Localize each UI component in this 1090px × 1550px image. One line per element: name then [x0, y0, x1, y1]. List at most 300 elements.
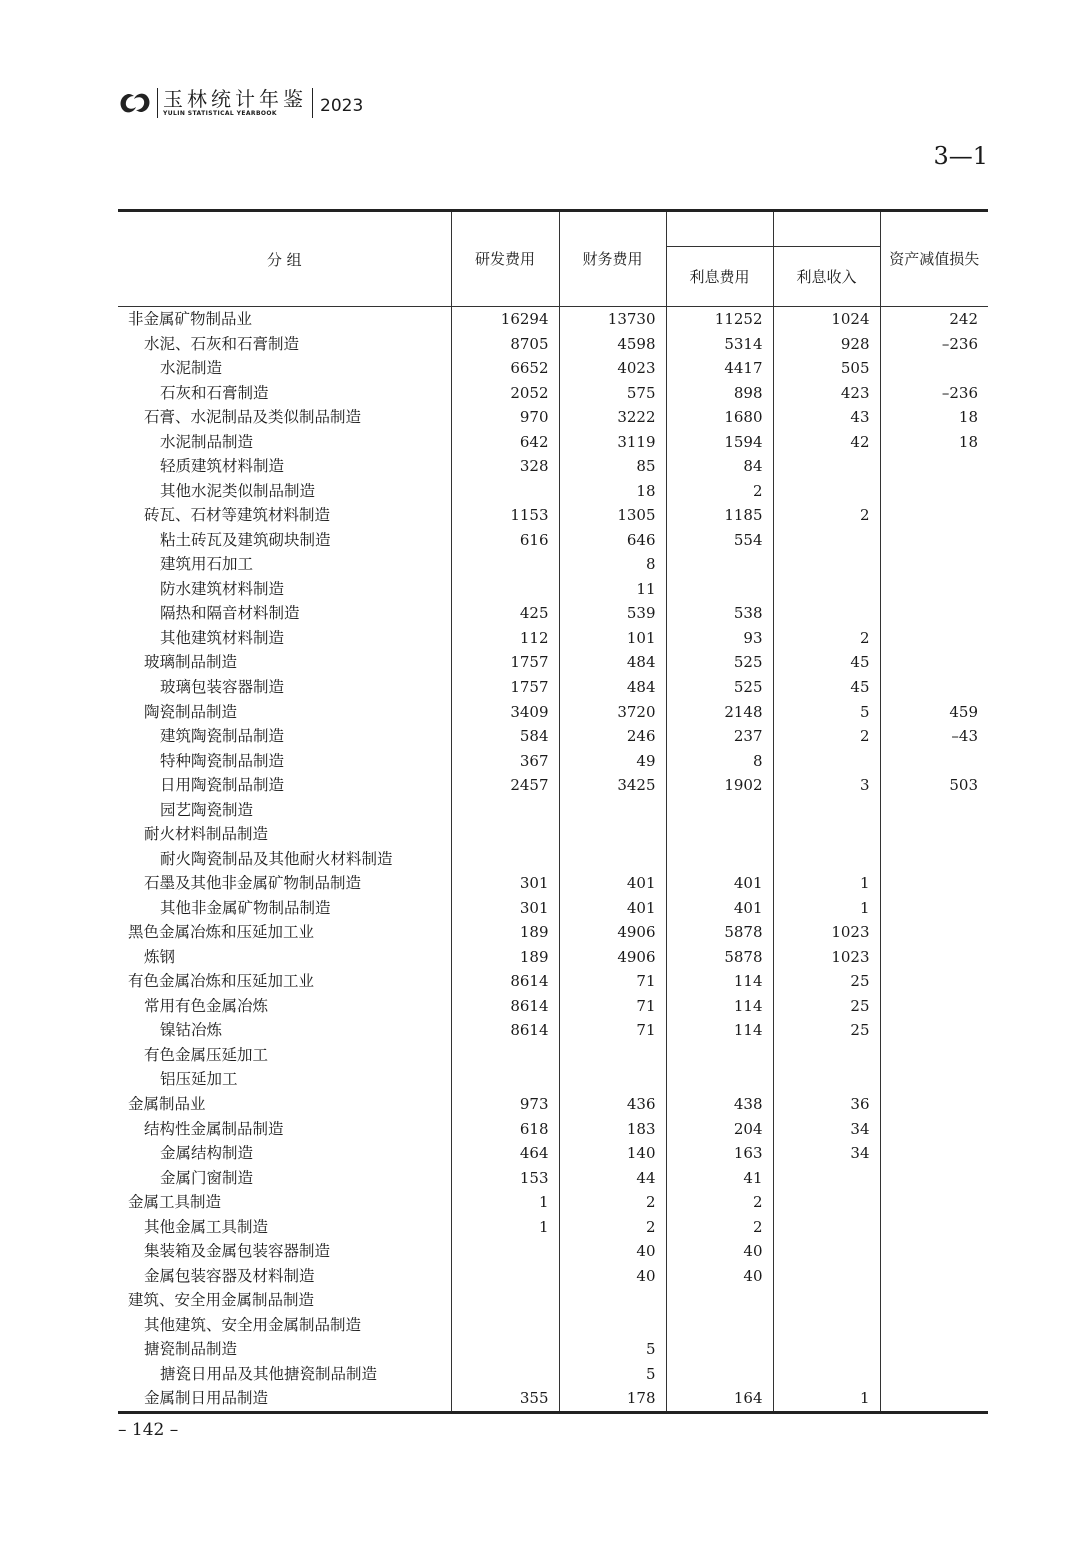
- cell-finance: 484: [559, 650, 666, 675]
- cell-interest-income: [773, 1166, 880, 1191]
- cell-interest-expense: 93: [666, 626, 773, 651]
- cell-rd: 153: [451, 1166, 559, 1191]
- row-label: 结构性金属制品制造: [144, 1119, 284, 1138]
- cell-finance: 4906: [559, 920, 666, 945]
- table-row: [118, 920, 988, 945]
- cell-interest-expense: 1185: [666, 503, 773, 528]
- cell-interest-expense: 525: [666, 650, 773, 675]
- cell-impairment: [880, 749, 988, 774]
- cell-interest-expense: 401: [666, 896, 773, 921]
- cell-impairment: 459: [880, 700, 988, 725]
- cell-impairment: [880, 994, 988, 1019]
- cell-impairment: [880, 1215, 988, 1240]
- cell-rd: 367: [451, 749, 559, 774]
- cell-interest-expense: 114: [666, 994, 773, 1019]
- cell-interest-expense: [666, 1362, 773, 1387]
- cell-finance: 40: [559, 1239, 666, 1264]
- cell-rd: 1757: [451, 675, 559, 700]
- table-row: [118, 528, 988, 553]
- cell-rd: 2052: [451, 381, 559, 406]
- cell-rd: 6652: [451, 356, 559, 381]
- header-divider: [312, 88, 313, 118]
- cell-rd: [451, 577, 559, 602]
- row-label: 金属制品业: [128, 1095, 206, 1113]
- row-label: 砖瓦、石材等建筑材料制造: [144, 506, 331, 525]
- table-row: [118, 1067, 988, 1092]
- table-row: [118, 503, 988, 528]
- cell-interest-expense: 898: [666, 381, 773, 406]
- row-label: 隔热和隔音材料制造: [160, 604, 300, 623]
- cell-rd: 8614: [451, 969, 559, 994]
- yearbook-title-cn: 玉林统计年鉴: [163, 87, 307, 111]
- data-table: [118, 209, 988, 1414]
- cell-impairment: [880, 577, 988, 602]
- cell-interest-income: [773, 749, 880, 774]
- table-row: [118, 1239, 988, 1264]
- row-label: 石墨及其他非金属矿物制品制造: [144, 874, 362, 893]
- cell-interest-income: 1: [773, 871, 880, 896]
- cell-finance: 11: [559, 577, 666, 602]
- cell-impairment: [880, 847, 988, 872]
- row-label: 搪瓷制品制造: [144, 1340, 238, 1359]
- cell-finance: 13730: [559, 307, 666, 332]
- row-label: 其他金属工具制造: [144, 1217, 269, 1236]
- table-row: [118, 332, 988, 357]
- header-impairment: 资产减值损失: [880, 211, 988, 307]
- table-row: [118, 1166, 988, 1191]
- cell-finance: 183: [559, 1117, 666, 1142]
- cell-rd: 328: [451, 454, 559, 479]
- table-row: [118, 1264, 988, 1289]
- cell-rd: 616: [451, 528, 559, 553]
- cell-interest-expense: 538: [666, 601, 773, 626]
- yulin-logo-icon: [118, 88, 152, 118]
- cell-impairment: [880, 798, 988, 823]
- cell-impairment: [880, 1018, 988, 1043]
- cell-interest-expense: 2: [666, 479, 773, 504]
- cell-interest-income: [773, 601, 880, 626]
- cell-impairment: –236: [880, 381, 988, 406]
- cell-rd: 642: [451, 430, 559, 455]
- table-row: [118, 1386, 988, 1412]
- cell-impairment: [880, 650, 988, 675]
- table-row: [118, 601, 988, 626]
- data-table-container: [118, 209, 988, 1414]
- cell-interest-expense: 2: [666, 1190, 773, 1215]
- row-label: 石灰和石膏制造: [160, 383, 269, 402]
- cell-interest-expense: [666, 1043, 773, 1068]
- cell-impairment: 18: [880, 405, 988, 430]
- cell-interest-expense: 114: [666, 1018, 773, 1043]
- table-row: [118, 356, 988, 381]
- row-label: 黑色金属冶炼和压延加工业: [128, 923, 315, 942]
- cell-rd: 970: [451, 405, 559, 430]
- cell-finance: 646: [559, 528, 666, 553]
- row-label: 园艺陶瓷制造: [160, 800, 254, 819]
- cell-interest-income: 1023: [773, 945, 880, 970]
- cell-rd: 3409: [451, 700, 559, 725]
- cell-impairment: 18: [880, 430, 988, 455]
- row-label: 有色金属冶炼和压延加工业: [128, 972, 315, 991]
- cell-interest-expense: [666, 798, 773, 823]
- cell-impairment: [880, 528, 988, 553]
- cell-interest-expense: 525: [666, 675, 773, 700]
- cell-finance: 49: [559, 749, 666, 774]
- cell-interest-income: 34: [773, 1141, 880, 1166]
- table-row: [118, 871, 988, 896]
- cell-interest-income: 505: [773, 356, 880, 381]
- cell-interest-expense: 4417: [666, 356, 773, 381]
- cell-finance: 3425: [559, 773, 666, 798]
- table-row: [118, 847, 988, 872]
- cell-finance: 178: [559, 1386, 666, 1412]
- cell-finance: 40: [559, 1264, 666, 1289]
- cell-impairment: [880, 1239, 988, 1264]
- table-row: [118, 896, 988, 921]
- cell-finance: [559, 1288, 666, 1313]
- header-interest-income: 利息收入: [773, 247, 880, 307]
- row-label: 特种陶瓷制品制造: [160, 751, 285, 770]
- cell-interest-income: [773, 1288, 880, 1313]
- page-number: – 142 –: [118, 1420, 179, 1440]
- cell-interest-income: [773, 1362, 880, 1387]
- row-label: 建筑陶瓷制品制造: [160, 727, 285, 746]
- cell-interest-income: 1023: [773, 920, 880, 945]
- cell-interest-income: [773, 1239, 880, 1264]
- cell-finance: 5: [559, 1362, 666, 1387]
- cell-finance: 101: [559, 626, 666, 651]
- cell-interest-income: 2: [773, 626, 880, 651]
- row-label: 水泥制造: [160, 359, 223, 378]
- row-label: 水泥、石灰和石膏制造: [144, 334, 300, 353]
- table-row: [118, 1362, 988, 1387]
- cell-rd: [451, 1362, 559, 1387]
- row-label: 其他建筑材料制造: [160, 628, 285, 647]
- cell-impairment: [880, 1337, 988, 1362]
- cell-rd: [451, 1043, 559, 1068]
- cell-rd: [451, 479, 559, 504]
- cell-interest-expense: 5878: [666, 920, 773, 945]
- table-row: [118, 994, 988, 1019]
- row-label: 金属工具制造: [128, 1193, 222, 1212]
- cell-finance: 539: [559, 601, 666, 626]
- row-label: 镍钴冶炼: [160, 1021, 223, 1040]
- row-label: 其他非金属矿物制品制造: [160, 898, 331, 917]
- cell-interest-income: 43: [773, 405, 880, 430]
- cell-rd: 425: [451, 601, 559, 626]
- cell-interest-income: 5: [773, 700, 880, 725]
- cell-finance: [559, 847, 666, 872]
- cell-impairment: [880, 1264, 988, 1289]
- header-group: 分 组: [118, 211, 451, 307]
- table-row: [118, 1313, 988, 1338]
- table-row: [118, 1337, 988, 1362]
- cell-finance: 140: [559, 1141, 666, 1166]
- cell-interest-expense: 164: [666, 1386, 773, 1412]
- header-rd: 研发费用: [451, 211, 559, 307]
- cell-interest-income: 36: [773, 1092, 880, 1117]
- cell-rd: [451, 1264, 559, 1289]
- table-row: [118, 381, 988, 406]
- cell-rd: 464: [451, 1141, 559, 1166]
- row-label: 陶瓷制品制造: [144, 702, 238, 721]
- cell-impairment: [880, 479, 988, 504]
- cell-interest-income: 25: [773, 1018, 880, 1043]
- row-label: 玻璃制品制造: [144, 653, 238, 672]
- table-row: [118, 773, 988, 798]
- header-finance: 财务费用: [559, 211, 666, 307]
- cell-finance: 401: [559, 871, 666, 896]
- cell-finance: [559, 822, 666, 847]
- cell-impairment: –43: [880, 724, 988, 749]
- table-row: [118, 430, 988, 455]
- cell-interest-income: [773, 528, 880, 553]
- row-label: 防水建筑材料制造: [160, 579, 285, 598]
- cell-rd: 584: [451, 724, 559, 749]
- cell-rd: [451, 798, 559, 823]
- cell-finance: 4023: [559, 356, 666, 381]
- row-label: 耐火材料制品制造: [144, 825, 269, 844]
- cell-interest-expense: 5314: [666, 332, 773, 357]
- cell-interest-expense: 1594: [666, 430, 773, 455]
- table-row: [118, 700, 988, 725]
- header-blank: [773, 211, 880, 247]
- table-row: [118, 577, 988, 602]
- cell-impairment: 503: [880, 773, 988, 798]
- cell-interest-expense: 163: [666, 1141, 773, 1166]
- row-label: 轻质建筑材料制造: [160, 457, 285, 476]
- cell-impairment: [880, 1190, 988, 1215]
- cell-finance: 484: [559, 675, 666, 700]
- cell-impairment: [880, 1117, 988, 1142]
- table-row: [118, 822, 988, 847]
- cell-finance: 85: [559, 454, 666, 479]
- table-row: [118, 454, 988, 479]
- cell-rd: [451, 1067, 559, 1092]
- table-row: [118, 405, 988, 430]
- cell-interest-expense: 2: [666, 1215, 773, 1240]
- row-label: 常用有色金属冶炼: [144, 996, 269, 1015]
- cell-interest-income: 45: [773, 675, 880, 700]
- row-label: 炼钢: [144, 947, 176, 966]
- cell-finance: [559, 1067, 666, 1092]
- cell-impairment: [880, 1386, 988, 1412]
- cell-finance: 71: [559, 1018, 666, 1043]
- cell-interest-expense: 114: [666, 969, 773, 994]
- cell-interest-income: [773, 1313, 880, 1338]
- row-label: 其他水泥类似制品制造: [160, 481, 316, 500]
- cell-impairment: 242: [880, 307, 988, 332]
- cell-interest-income: 928: [773, 332, 880, 357]
- cell-interest-income: 1: [773, 1386, 880, 1412]
- cell-interest-income: 3: [773, 773, 880, 798]
- table-row: [118, 1288, 988, 1313]
- table-row: [118, 1190, 988, 1215]
- header-blank: [666, 211, 773, 247]
- cell-rd: 301: [451, 896, 559, 921]
- table-row: [118, 945, 988, 970]
- table-body: [118, 307, 988, 1413]
- cell-interest-income: [773, 847, 880, 872]
- cell-rd: 112: [451, 626, 559, 651]
- cell-rd: 8614: [451, 994, 559, 1019]
- row-label: 日用陶瓷制品制造: [160, 776, 285, 795]
- cell-finance: 3222: [559, 405, 666, 430]
- cell-interest-income: [773, 1215, 880, 1240]
- cell-rd: 189: [451, 945, 559, 970]
- row-label: 非金属矿物制品业: [128, 310, 253, 328]
- cell-finance: 4598: [559, 332, 666, 357]
- cell-impairment: [880, 675, 988, 700]
- cell-impairment: [880, 1166, 988, 1191]
- table-row: [118, 1215, 988, 1240]
- cell-interest-expense: [666, 1067, 773, 1092]
- row-label: 建筑、安全用金属制品制造: [128, 1291, 315, 1310]
- cell-interest-expense: [666, 552, 773, 577]
- cell-finance: 401: [559, 896, 666, 921]
- row-label: 玻璃包装容器制造: [160, 677, 285, 696]
- cell-rd: 355: [451, 1386, 559, 1412]
- cell-interest-expense: 438: [666, 1092, 773, 1117]
- table-row: [118, 675, 988, 700]
- cell-impairment: [880, 822, 988, 847]
- cell-rd: [451, 1313, 559, 1338]
- cell-interest-expense: 5878: [666, 945, 773, 970]
- cell-interest-expense: 40: [666, 1264, 773, 1289]
- cell-interest-income: [773, 822, 880, 847]
- cell-rd: 8705: [451, 332, 559, 357]
- cell-impairment: [880, 356, 988, 381]
- cell-interest-income: 2: [773, 503, 880, 528]
- yearbook-title: [163, 88, 307, 118]
- cell-rd: 1: [451, 1215, 559, 1240]
- cell-finance: 71: [559, 969, 666, 994]
- cell-rd: [451, 822, 559, 847]
- row-label: 金属制日用品制造: [118, 1386, 451, 1412]
- cell-impairment: [880, 454, 988, 479]
- cell-impairment: [880, 1313, 988, 1338]
- table-row: [118, 307, 988, 332]
- row-label: 集装箱及金属包装容器制造: [144, 1242, 331, 1261]
- cell-rd: 8614: [451, 1018, 559, 1043]
- cell-interest-income: [773, 798, 880, 823]
- cell-interest-expense: [666, 1313, 773, 1338]
- row-label: 有色金属压延加工: [144, 1045, 269, 1064]
- cell-finance: 575: [559, 381, 666, 406]
- cell-interest-expense: 204: [666, 1117, 773, 1142]
- cell-impairment: [880, 871, 988, 896]
- cell-impairment: [880, 945, 988, 970]
- cell-finance: 8: [559, 552, 666, 577]
- table-row: [118, 1141, 988, 1166]
- cell-interest-expense: 11252: [666, 307, 773, 332]
- cell-interest-expense: 237: [666, 724, 773, 749]
- cell-interest-expense: [666, 1288, 773, 1313]
- header-interest-expense: 利息费用: [666, 247, 773, 307]
- cell-interest-income: [773, 1043, 880, 1068]
- cell-finance: 436: [559, 1092, 666, 1117]
- row-label: 金属结构制造: [160, 1144, 254, 1163]
- cell-rd: [451, 1239, 559, 1264]
- cell-interest-expense: 1680: [666, 405, 773, 430]
- cell-interest-expense: 554: [666, 528, 773, 553]
- cell-finance: 5: [559, 1337, 666, 1362]
- table-row: [118, 969, 988, 994]
- table-number: 3—1: [933, 142, 988, 170]
- cell-interest-income: 34: [773, 1117, 880, 1142]
- cell-interest-income: 423: [773, 381, 880, 406]
- cell-rd: [451, 1337, 559, 1362]
- row-label: 石膏、水泥制品及类似制品制造: [144, 408, 362, 427]
- cell-rd: 2457: [451, 773, 559, 798]
- cell-interest-income: 2: [773, 724, 880, 749]
- cell-impairment: [880, 601, 988, 626]
- cell-rd: 189: [451, 920, 559, 945]
- cell-interest-expense: 40: [666, 1239, 773, 1264]
- cell-interest-income: [773, 1337, 880, 1362]
- cell-finance: 2: [559, 1190, 666, 1215]
- page-header: [118, 86, 363, 120]
- cell-finance: 246: [559, 724, 666, 749]
- cell-interest-income: [773, 1067, 880, 1092]
- table-row: [118, 552, 988, 577]
- cell-interest-income: [773, 454, 880, 479]
- cell-finance: 2: [559, 1215, 666, 1240]
- cell-finance: 4906: [559, 945, 666, 970]
- row-label: 其他建筑、安全用金属制品制造: [144, 1315, 362, 1334]
- cell-impairment: [880, 1043, 988, 1068]
- table-row: [118, 724, 988, 749]
- cell-interest-expense: [666, 1337, 773, 1362]
- row-label: 搪瓷日用品及其他搪瓷制品制造: [160, 1364, 378, 1383]
- cell-impairment: –236: [880, 332, 988, 357]
- cell-impairment: [880, 1362, 988, 1387]
- cell-interest-expense: [666, 822, 773, 847]
- cell-interest-income: [773, 1190, 880, 1215]
- cell-rd: [451, 847, 559, 872]
- cell-impairment: [880, 1141, 988, 1166]
- cell-rd: 973: [451, 1092, 559, 1117]
- row-label: 建筑用石加工: [160, 555, 254, 574]
- table-row: [118, 626, 988, 651]
- row-label: 铝压延加工: [160, 1070, 238, 1089]
- row-label: 粘土砖瓦及建筑砌块制造: [160, 530, 331, 549]
- table-row: [118, 1018, 988, 1043]
- yearbook-title-en: YULIN STATISTICAL YEARBOOK: [163, 110, 277, 117]
- table-row: [118, 1092, 988, 1117]
- cell-interest-expense: 401: [666, 871, 773, 896]
- cell-rd: 1153: [451, 503, 559, 528]
- cell-interest-income: [773, 577, 880, 602]
- cell-impairment: [880, 626, 988, 651]
- yearbook-year: 2023: [320, 96, 364, 116]
- header-divider: [157, 88, 158, 118]
- cell-interest-expense: 84: [666, 454, 773, 479]
- cell-finance: 44: [559, 1166, 666, 1191]
- cell-interest-expense: [666, 847, 773, 872]
- cell-interest-income: 1: [773, 896, 880, 921]
- cell-impairment: [880, 920, 988, 945]
- row-label: 金属门窗制造: [160, 1168, 254, 1187]
- cell-impairment: [880, 969, 988, 994]
- cell-impairment: [880, 1092, 988, 1117]
- cell-interest-expense: 1902: [666, 773, 773, 798]
- cell-interest-income: 42: [773, 430, 880, 455]
- cell-rd: 618: [451, 1117, 559, 1142]
- cell-rd: [451, 1288, 559, 1313]
- table-row: [118, 749, 988, 774]
- cell-finance: [559, 1313, 666, 1338]
